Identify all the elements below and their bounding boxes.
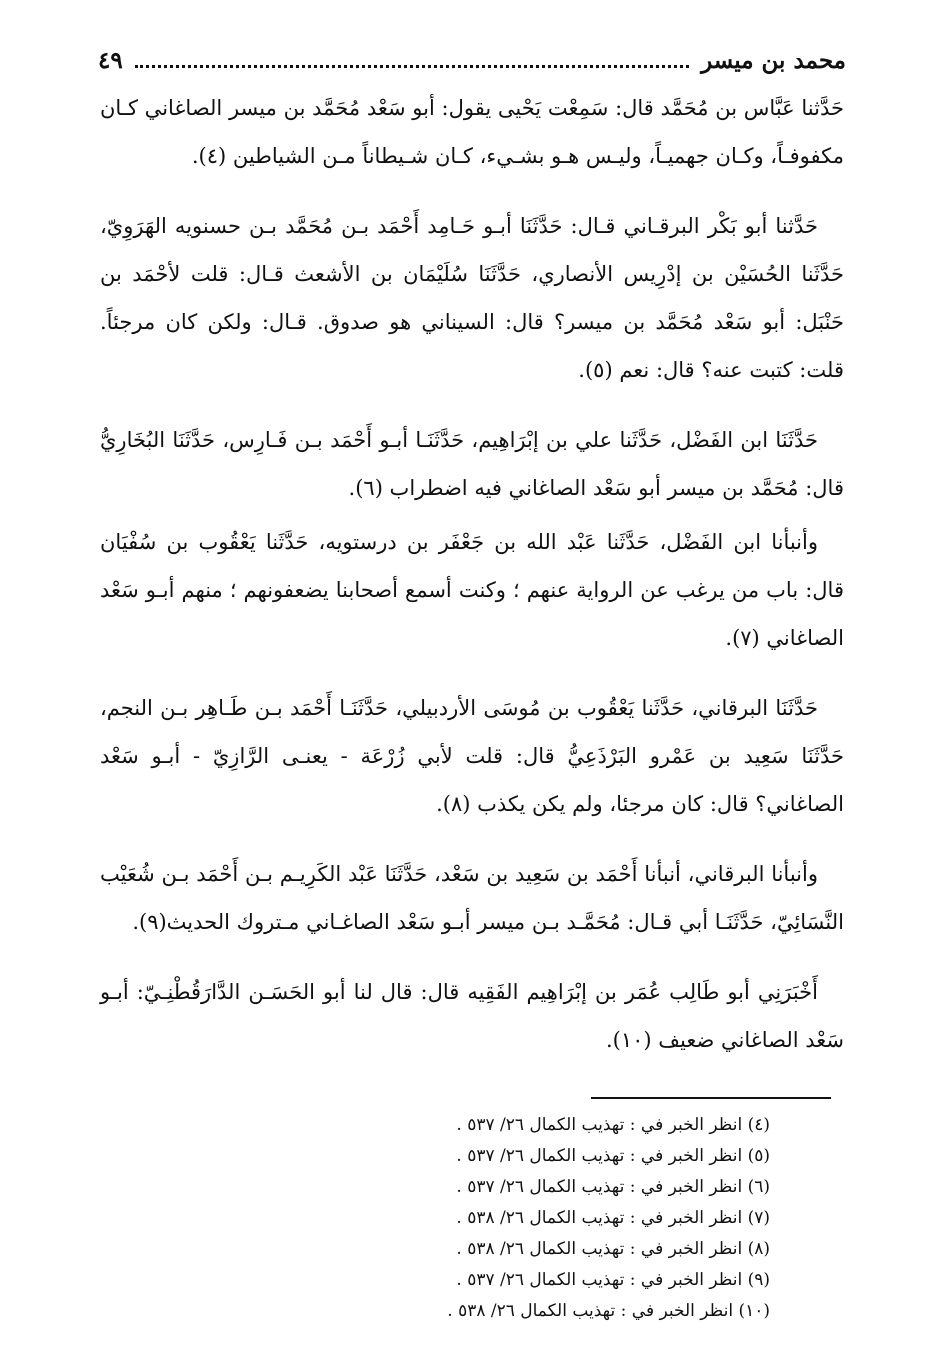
dotted-leader [135, 65, 689, 68]
footnote-9: (٩) انظر الخبر في : تهذيب الكمال ٢٦/ ٥٣٧ . [456, 1270, 770, 1290]
paragraph-3: حَدَّثَنَا ابن الفَضْل، حَدَّثَنا علي بن إبْرَاهِيم، حَدَّثَنَـا أبـو أَحْمَد بـن فَـارِس، حَدَّثَنَا البُخَارِيُّ قال: مُحَمَّد بن ميسر أبو سَعْد الصاغاني فيه اضطراب (٦). [100, 428, 844, 500]
footnote-8: (٨) انظر الخبر في : تهذيب الكمال ٢٦/ ٥٣٨ . [456, 1239, 770, 1259]
footnote-7: (٧) انظر الخبر في : تهذيب الكمال ٢٦/ ٥٣٨ . [456, 1208, 770, 1228]
running-title: محمد بن ميسر [701, 46, 846, 74]
main-text [100, 84, 844, 1064]
paragraph-7: أَخْبَرَنِي أبو طَالِب عُمَر بن إبْرَاهِيم الفَقِيه قال: قال لنا أبو الحَسَـن الدَّارَقُطْنِـيّ: أبـو سَعْد الصاغاني ضعيف (١٠). [100, 980, 844, 1052]
page-number: ٤٩ [98, 46, 123, 74]
running-header [98, 40, 846, 80]
paragraph-2: حَدَّثنا أبو بَكْر البرقـاني قـال: حَدَّثَنَا أبـو حَـامِد أَحْمَد بـن مُحَمَّد بـن حسنويه الهَرَوِيّ، حَدَّثَنا الحُسَيْن بن إدْرِيس الأنصاري، حَدَّثَنَا سُلَيْمَان بن الأشعث قـال: قلت لأحْمَد بن حَنْبَل: أبو سَعْد مُحَمَّد بن ميسر؟ قال: السيناني هو صدوق. قـال: ولكن كان مرجئاً. قلت: كتبت عنه؟ قال: نعم (٥). [100, 214, 844, 382]
paragraph-6: وأنبأنا البرقاني، أنبأنا أَحْمَد بن سَعِيد بن سَعْد، حَدَّثَنَا عَبْد الكَرِيـم بـن أَحْمَد بـن شُعَيْب النَّسَائِيّ، حَدَّثَنَـا أبي قـال: مُحَمَّـد بـن ميسر أبـو سَعْد الصاغـاني مـتروك الحديث(٩). [100, 862, 844, 934]
footnote-5: (٥) انظر الخبر في : تهذيب الكمال ٢٦/ ٥٣٧ . [456, 1146, 770, 1166]
footnote-10: (١٠) انظر الخبر في : تهذيب الكمال ٢٦/ ٥٣٨ . [447, 1301, 770, 1321]
paragraph-5: حَدَّثَنَا البرقاني، حَدَّثَنا يَعْقُوب بن مُوسَى الأردبيلي، حَدَّثَنَـا أَحْمَد بـن طَـاهِر بـن النجم، حَدَّثَنَا سَعِيد بن عَمْرو البَرْذَعِيُّ قال: قلت لأبي زُرْعَة - يعنـى الرَّازِيّ - أبـو سَعْد الصاغاني؟ قال: كان مرجئا، ولم يكن يكذب (٨). [100, 696, 844, 816]
footnotes [380, 1110, 770, 1327]
footnote-6: (٦) انظر الخبر في : تهذيب الكمال ٢٦/ ٥٣٧ . [456, 1177, 770, 1197]
paragraph-1: حَدَّثنا عَبَّاس بن مُحَمَّد قال: سَمِعْت يَحْيى يقول: أبو سَعْد مُحَمَّد بن ميسر الصاغاني كـان مكفوفـاً، وكـان جهميـاً، وليـس هـو بشـيء، كـان شـيطاناً مـن الشياطين (٤). [100, 96, 844, 168]
footnote-4: (٤) انظر الخبر في : تهذيب الكمال ٢٦/ ٥٣٧ . [456, 1115, 770, 1135]
footnote-separator [591, 1097, 831, 1099]
paragraph-4: وأنبأنا ابن الفَضْل، حَدَّثَنا عَبْد الله بن جَعْفَر بن درستويه، حَدَّثَنا يَعْقُوب بن سُفْيَان قال: باب من يرغب عن الرواية عنهم ؛ وكنت أسمع أصحابنا يضعفونهم ؛ منهم أبـو سَعْد الصاغاني (٧). [100, 530, 844, 650]
